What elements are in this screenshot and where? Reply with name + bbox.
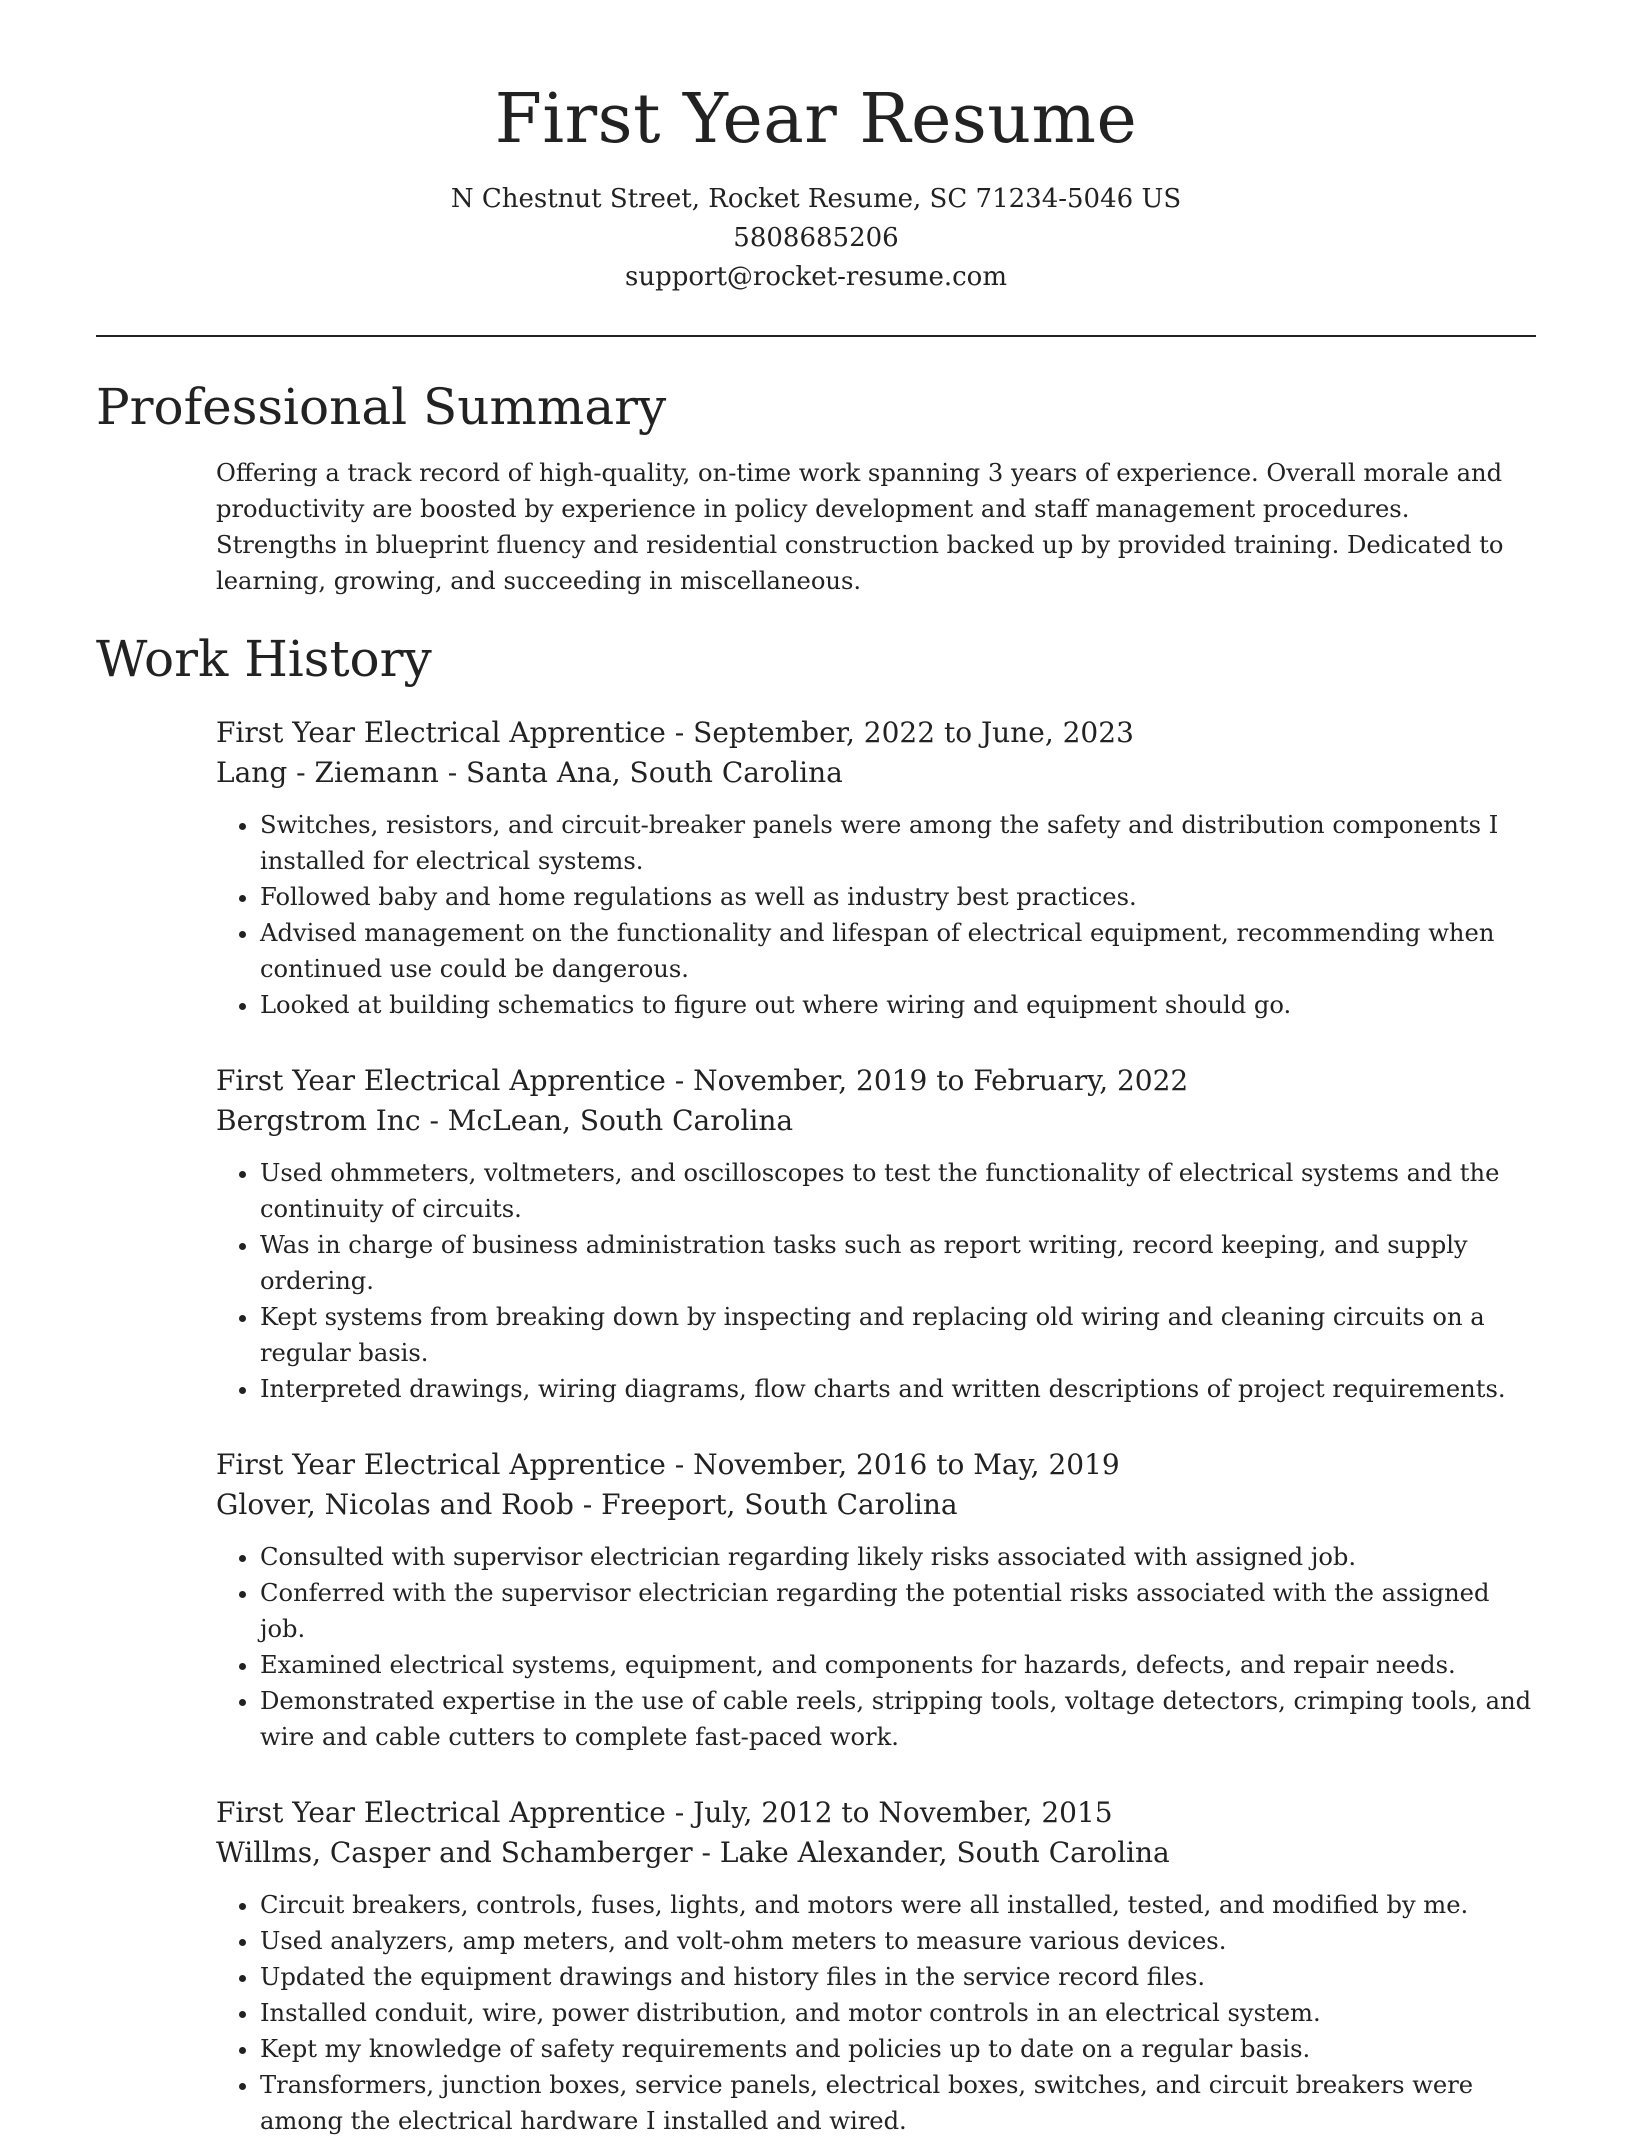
job-bullet: • Switches, resistors, and circuit-breaker panels were among the safety and distribution components I installed for electrical systems.: [260, 807, 1536, 879]
job-bullet: • Transformers, junction boxes, service panels, electrical boxes, switches, and circuit breakers were among the electrical hardware I installed and wired.: [260, 2067, 1536, 2139]
job-bullet: • Advised management on the functionality and lifespan of electrical equipment, recommending when continued use could be dangerous.: [260, 915, 1536, 987]
header-divider: [96, 335, 1536, 337]
job-bullet: • Looked at building schematics to figure out where wiring and equipment should go.: [260, 987, 1536, 1023]
job-bullet-list: [216, 1887, 1536, 2139]
job-dates: - November, 2019 to February, 2022: [665, 1064, 1189, 1097]
job-title-line: [216, 1061, 1536, 1101]
job-location: - Santa Ana, South Carolina: [438, 756, 843, 789]
job-company: Willms, Casper and Schamberger: [216, 1836, 693, 1869]
job-bullet: • Used ohmmeters, voltmeters, and oscilloscopes to test the functionality of electrical systems and the continuity of circuits.: [260, 1155, 1536, 1227]
job-company-line: [216, 1833, 1536, 1873]
job-company-line: [216, 1101, 1536, 1141]
resume-header: [96, 0, 1536, 297]
job-dates: - November, 2016 to May, 2019: [665, 1448, 1120, 1481]
job-entry: [216, 1445, 1536, 1755]
job-bullet: • Conferred with the supervisor electrician regarding the potential risks associated with the assigned job.: [260, 1575, 1536, 1647]
summary-text: Offering a track record of high-quality, on-time work spanning 3 years of experience. Overall morale and productivity are boosted by experience in policy development and staff management procedures. Strengths in blueprint fluency and residential construction backed up by provided training. Dedicated to learning, growing, and succeeding in miscellaneous.: [216, 459, 1504, 595]
job-company: Glover, Nicolas and Roob: [216, 1488, 574, 1521]
job-bullet: • Demonstrated expertise in the use of cable reels, stripping tools, voltage detectors, crimping tools, and wire and cable cutters to complete fast-paced work.: [260, 1683, 1536, 1755]
job-bullet: • Was in charge of business administration tasks such as report writing, record keeping, and supply ordering.: [260, 1227, 1536, 1299]
job-company: Bergstrom Inc: [216, 1104, 421, 1137]
job-company: Lang - Ziemann: [216, 756, 439, 789]
job-title: First Year Electrical Apprentice: [216, 1448, 666, 1481]
job-bullet-list: [216, 1539, 1536, 1755]
job-company-line: [216, 753, 1536, 793]
candidate-name: First Year Resume: [494, 80, 1138, 159]
job-title: First Year Electrical Apprentice: [216, 1064, 666, 1097]
job-company-line: [216, 1485, 1536, 1525]
contact-info: [96, 180, 1536, 297]
job-title: First Year Electrical Apprentice: [216, 716, 666, 749]
summary-heading: Professional Summary: [96, 378, 667, 436]
contact-email: support@rocket-resume.com: [624, 262, 1007, 292]
job-title-line: [216, 1793, 1536, 1833]
work-history-list: [216, 713, 1536, 2139]
job-title-line: [216, 1445, 1536, 1485]
job-bullet-list: [216, 807, 1536, 1023]
job-title: First Year Electrical Apprentice: [216, 1796, 666, 1829]
job-bullet: • Interpreted drawings, wiring diagrams, flow charts and written descriptions of project requirements.: [260, 1371, 1536, 1407]
job-bullet: • Updated the equipment drawings and history files in the service record files.: [260, 1959, 1536, 1995]
job-location: - Freeport, South Carolina: [573, 1488, 958, 1521]
job-title-line: [216, 713, 1536, 753]
job-bullet: • Used analyzers, amp meters, and volt-ohm meters to measure various devices.: [260, 1923, 1536, 1959]
contact-phone: 5808685206: [733, 223, 899, 253]
job-bullet: • Kept systems from breaking down by inspecting and replacing old wiring and cleaning circuits on a regular basis.: [260, 1299, 1536, 1371]
job-bullet-list: [216, 1155, 1536, 1407]
job-bullet: • Kept my knowledge of safety requirements and policies up to date on a regular basis.: [260, 2031, 1536, 2067]
job-location: - McLean, South Carolina: [420, 1104, 794, 1137]
work-history-heading: Work History: [96, 630, 432, 688]
job-bullet: • Followed baby and home regulations as well as industry best practices.: [260, 879, 1536, 915]
job-dates: - July, 2012 to November, 2015: [665, 1796, 1113, 1829]
contact-address: N Chestnut Street, Rocket Resume, SC 71234-5046 US: [450, 184, 1182, 214]
job-entry: [216, 713, 1536, 1023]
job-bullet: • Circuit breakers, controls, fuses, lights, and motors were all installed, tested, and modified by me.: [260, 1887, 1536, 1923]
job-bullet: • Examined electrical systems, equipment, and components for hazards, defects, and repair needs.: [260, 1647, 1536, 1683]
job-entry: [216, 1061, 1536, 1407]
job-bullet: • Installed conduit, wire, power distribution, and motor controls in an electrical system.: [260, 1995, 1536, 2031]
job-location: - Lake Alexander, South Carolina: [692, 1836, 1170, 1869]
job-dates: - September, 2022 to June, 2023: [665, 716, 1134, 749]
job-bullet: • Consulted with supervisor electrician regarding likely risks associated with assigned job.: [260, 1539, 1536, 1575]
job-entry: [216, 1793, 1536, 2139]
